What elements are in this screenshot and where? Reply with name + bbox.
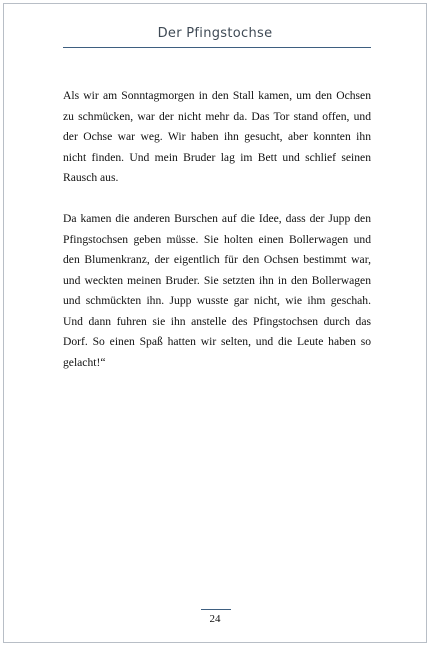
body-text (63, 86, 371, 394)
paragraph: Als wir am Sonntagmorgen in den Stall kamen, um den Ochsen zu schmücken, war der nicht mehr da. Das Tor stand offen, und der Ochse war weg. Wir haben ihn gesucht, aber konnten ihn nicht finden. Und mein Bruder lag im Bett und schlief seinen Rausch aus. (63, 89, 371, 184)
running-head-title: Der Pfingstochse (157, 26, 273, 41)
footer-rule (201, 609, 231, 610)
page-number: 24 (209, 613, 221, 625)
header-rule (63, 47, 371, 48)
book-page (3, 3, 427, 643)
paragraph: Da kamen die anderen Burschen auf die Idee, dass der Jupp den Pfingstochsen geben müsse. Sie holten einen Bollerwagen und den Blumenkranz, der eigentlich für den Ochsen bestimmt war, und weckten meinen Bruder. Sie setzten ihn in den Bollerwagen und schmückten ihn. Jupp wusste gar nicht, wie ihm geschah. Und dann fuhren sie ihn anstelle des Pfingstochsen durch das Dorf. So einen Spaß hatten wir selten, und die Leute haben so gelacht!“ (63, 212, 371, 369)
